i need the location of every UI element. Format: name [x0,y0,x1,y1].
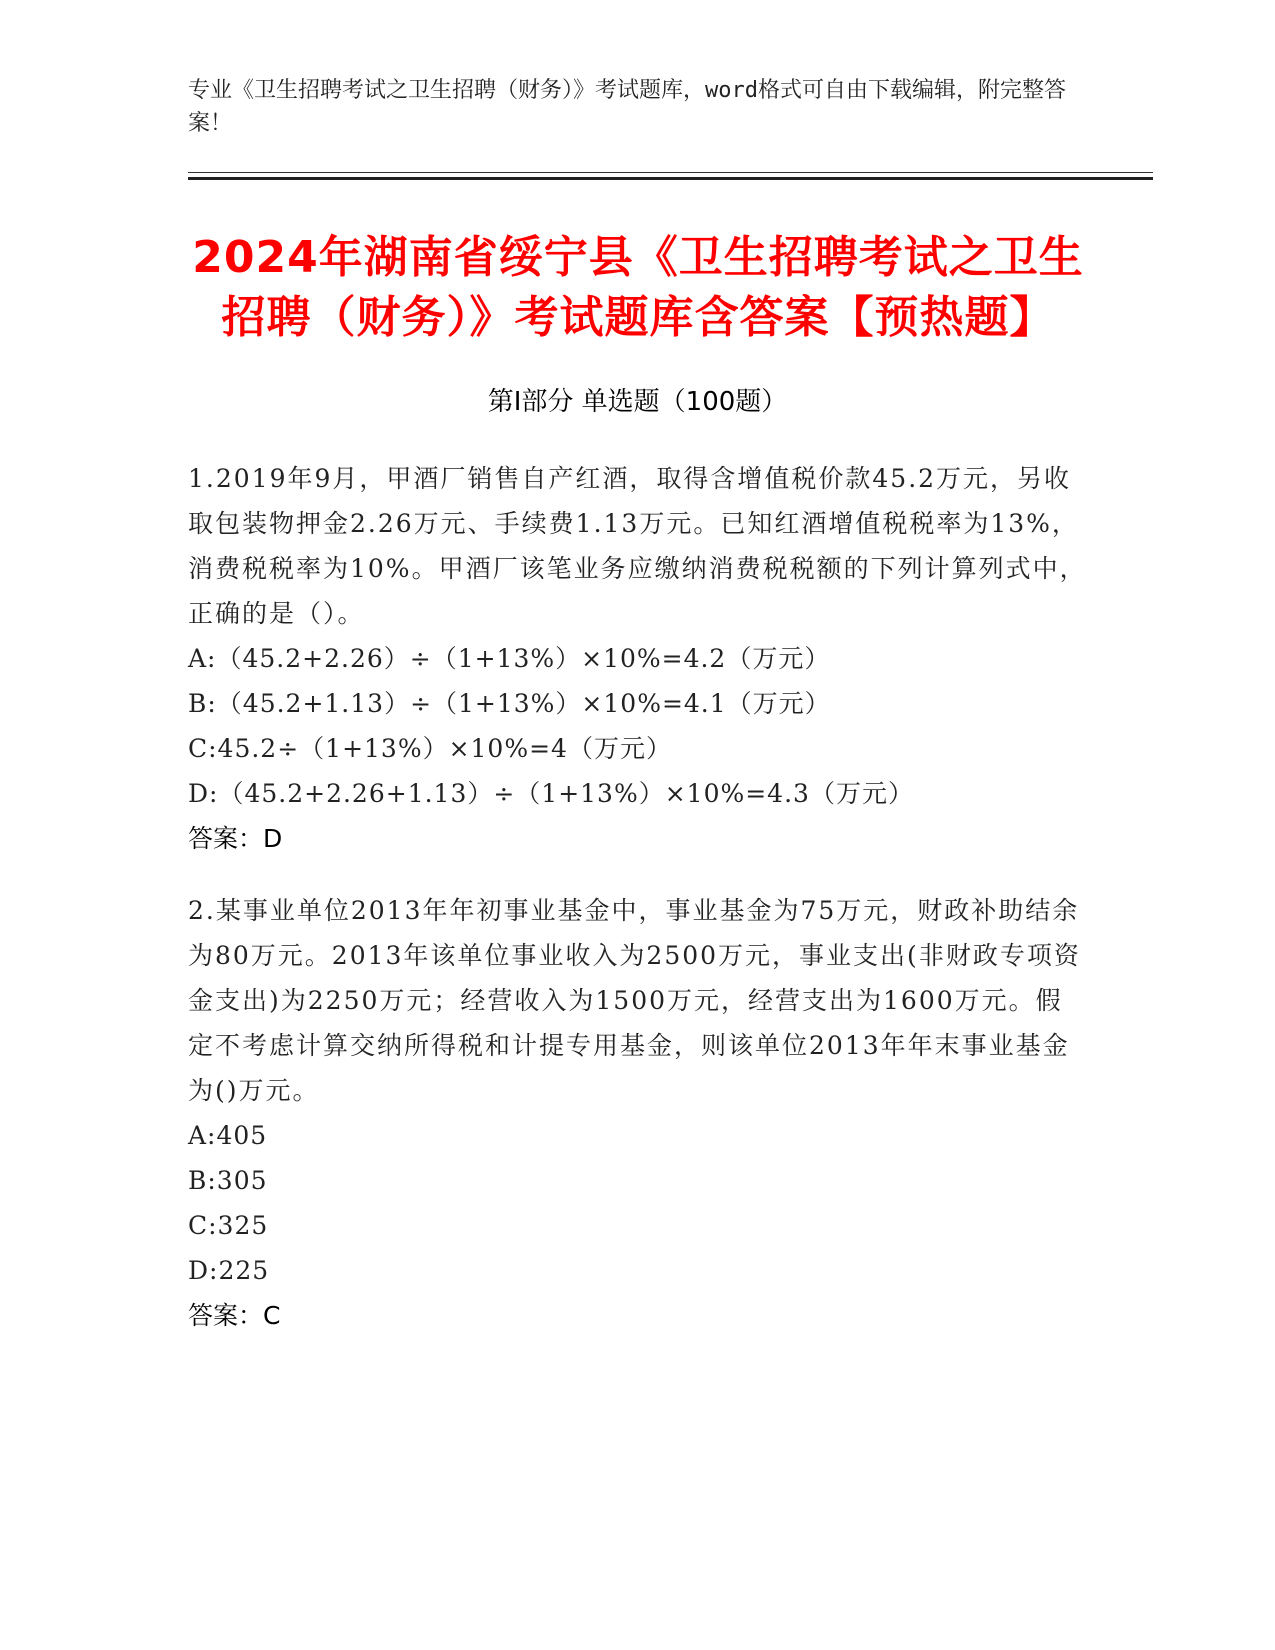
section-title: 第I部分 单选题（100题） [487,387,788,417]
question-2-option-a: A:405 [188,1121,268,1150]
question-2 [188,888,1088,1338]
question-2-stem: 2.某事业单位2013年年初事业基金中，事业基金为75万元，财政补助结余为80万元。2013年该单位事业收入为2500万元，事业支出(非财政专项资金支出)为2250万元；经营收入为1500万元，经营支出为1600万元。假定不考虑计算交纳所得税和计提专用基金，则该单位2013年年末事业基金为()万元。 [188,896,1081,1105]
header-divider-thick [188,177,1153,180]
question-2-option-c: C:325 [188,1211,269,1240]
question-1-option-a: A:（45.2+2.26）÷（1+13%）×10%=4.2（万元） [188,644,831,673]
question-1 [188,456,1088,861]
header-note: 专业《卫生招聘考试之卫生招聘（财务）》考试题库，word格式可自由下载编辑，附完整答案！ [188,78,1066,136]
question-1-option-d: D:（45.2+2.26+1.13）÷（1+13%）×10%=4.3（万元） [188,779,914,808]
question-2-option-b: B:305 [188,1166,268,1195]
document-title: 2024年湖南省绥宁县《卫生招聘考试之卫生招聘（财务）》考试题库含答案【预热题】 [192,232,1084,343]
question-1-answer: 答案：D [188,824,283,853]
question-2-answer: 答案：C [188,1301,281,1330]
question-1-option-c: C:45.2÷（1+13%）×10%=4（万元） [188,734,672,763]
header-divider-thin [188,172,1153,173]
question-1-stem: 1.2019年9月，甲酒厂销售自产红酒，取得含增值税价款45.2万元，另收取包装物押金2.26万元、手续费1.13万元。已知红酒增值税税率为13%，消费税税率为10%。甲酒厂该笔业务应缴纳消费税税额的下列计算列式中，正确的是（）。 [188,464,1087,628]
question-2-option-d: D:225 [188,1256,270,1285]
question-1-option-b: B:（45.2+1.13）÷（1+13%）×10%=4.1（万元） [188,689,831,718]
